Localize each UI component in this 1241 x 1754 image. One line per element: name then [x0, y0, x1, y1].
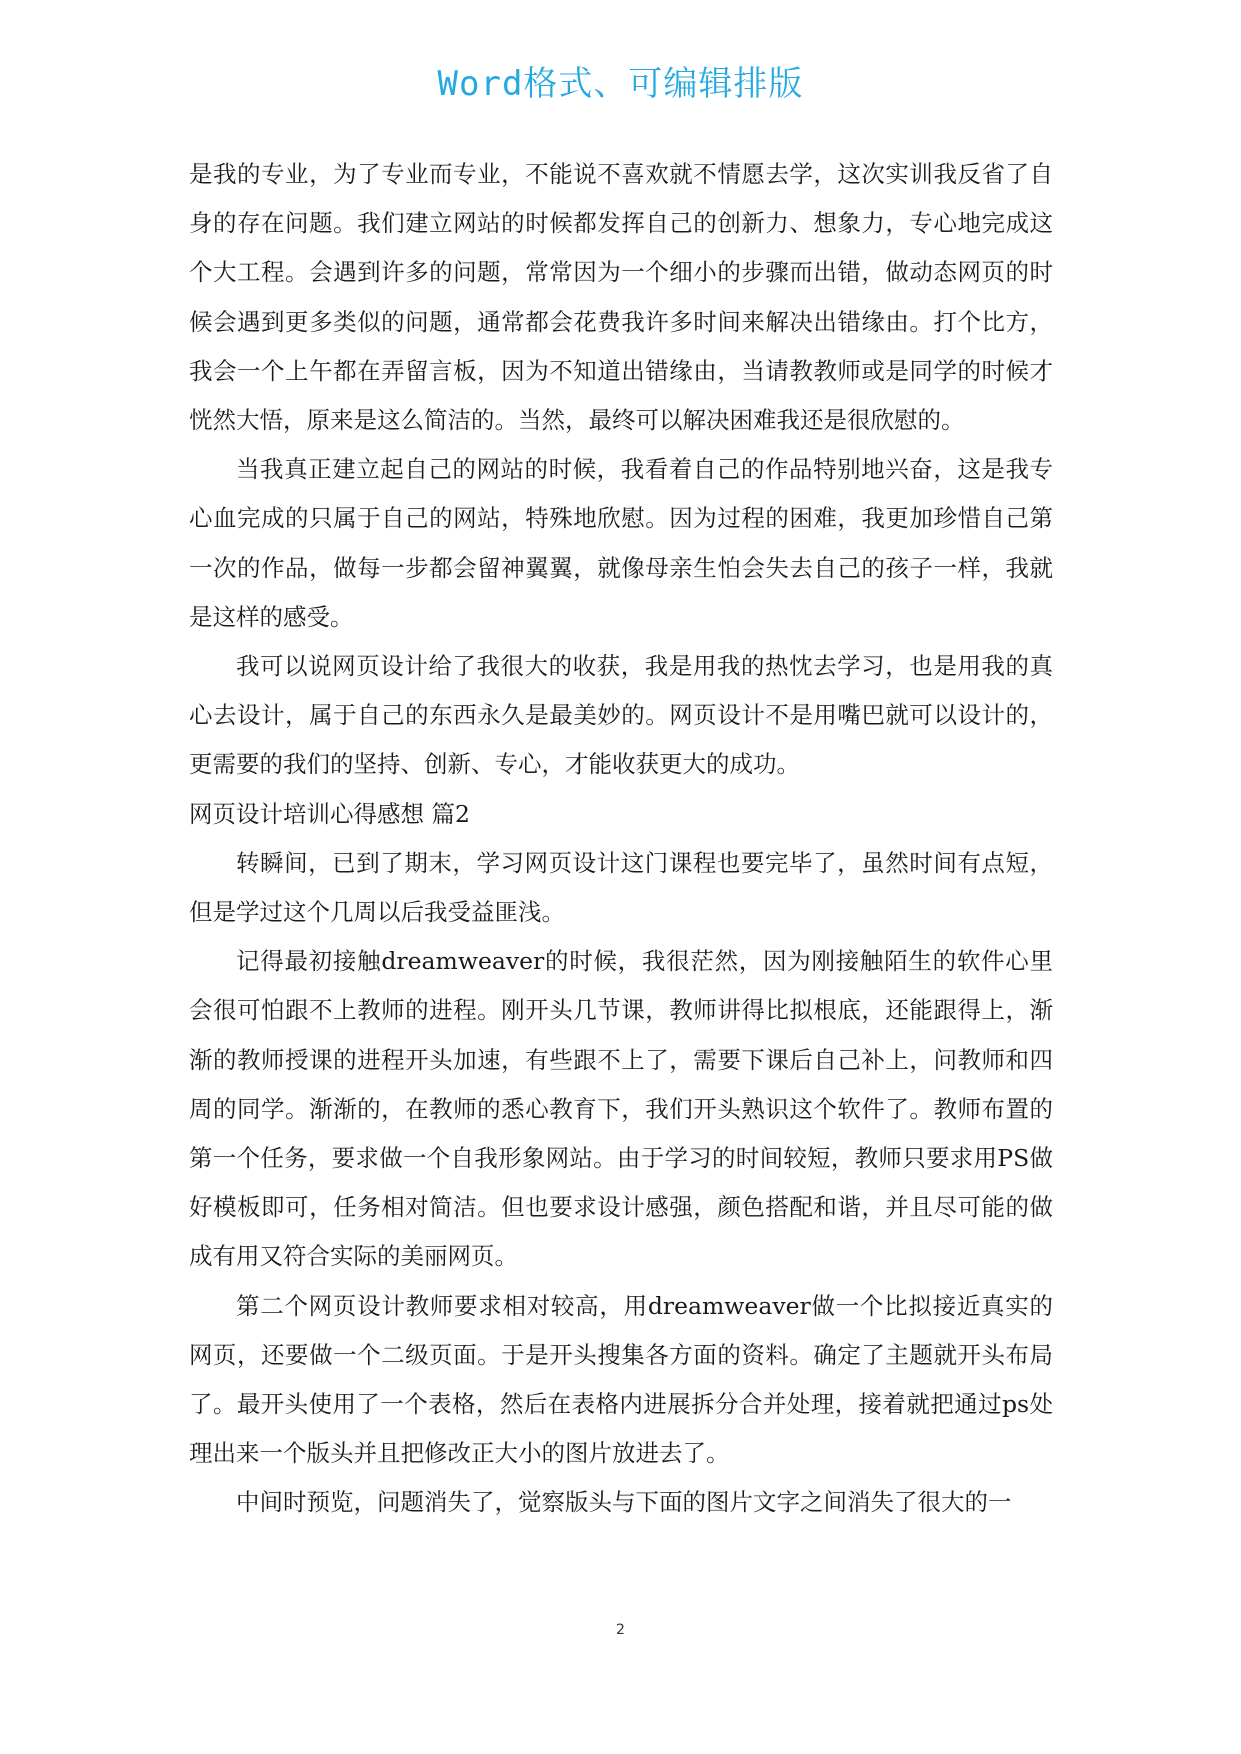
paragraph: 记得最初接触dreamweaver的时候，我很茫然，因为刚接触陌生的软件心里会很可怕跟不上教师的进程。刚开头几节课，教师讲得比拟根底，还能跟得上，渐渐的教师授课的进程开头加速，有些跟不上了，需要下课后自己补上，问教师和四周的同学。渐渐的，在教师的悉心教育下，我们开头熟识这个软件了。教师布置的第一个任务，要求做一个自我形象网站。由于学习的时间较短，教师只要求用PS做好模板即可，任务相对简洁。但也要求设计感强，颜色搭配和谐，并且尽可能的做成有用又符合实际的美丽网页。 — [189, 947, 1053, 1271]
paragraph: 当我真正建立起自己的网站的时候，我看着自己的作品特别地兴奋，这是我专心血完成的只属于自己的网站，特殊地欣慰。因为过程的困难，我更加珍惜自己第一次的作品，做每一步都会留神翼翼，就像母亲生怕会失去自己的孩子一样，我就是这样的感受。 — [189, 455, 1053, 631]
paragraph: 转瞬间，已到了期末，学习网页设计这门课程也要完毕了，虽然时间有点短，但是学过这个几周以后我受益匪浅。 — [189, 848, 1053, 927]
paragraph-continuation: 是我的专业，为了专业而专业，不能说不喜欢就不情愿去学，这次实训我反省了自身的存在问题。我们建立网站的时候都发挥自己的创新力、想象力，专心地完成这个大工程。会遇到许多的问题，常常因为一个细小的步骤而出错，做动态网页的时候会遇到更多类似的问题，通常都会花费我许多时间来解决出错缘由。打个比方，我会一个上午都在弄留言板，因为不知道出错缘由，当请教教师或是同学的时候才恍然大悟，原来是这么简洁的。当然，最终可以解决困难我还是很欣慰的。 — [189, 160, 1053, 435]
page-number: 2 — [616, 1622, 625, 1638]
document-body — [189, 150, 1053, 1528]
paragraph: 第二个网页设计教师要求相对较高，用dreamweaver做一个比拟接近真实的网页，还要做一个二级页面。于是开头搜集各方面的资料。确定了主题就开头布局了。最开头使用了一个表格，然后在表格内进展拆分合并处理，接着就把通过ps处理出来一个版头并且把修改正大小的图片放进去了。 — [189, 1291, 1053, 1468]
document-header-title: Word格式、可编辑排版 — [437, 64, 804, 104]
paragraph: 中间时预览，问题消失了，觉察版头与下面的图片文字之间消失了很大的一 — [236, 1488, 1012, 1517]
paragraph: 我可以说网页设计给了我很大的收获，我是用我的热忱去学习，也是用我的真心去设计，属于自己的东西永久是最美妙的。网页设计不是用嘴巴就可以设计的，更需要的我们的坚持、创新、专心，才能收获更大的成功。 — [189, 652, 1053, 779]
section-title: 网页设计培训心得感想 篇2 — [189, 799, 470, 828]
